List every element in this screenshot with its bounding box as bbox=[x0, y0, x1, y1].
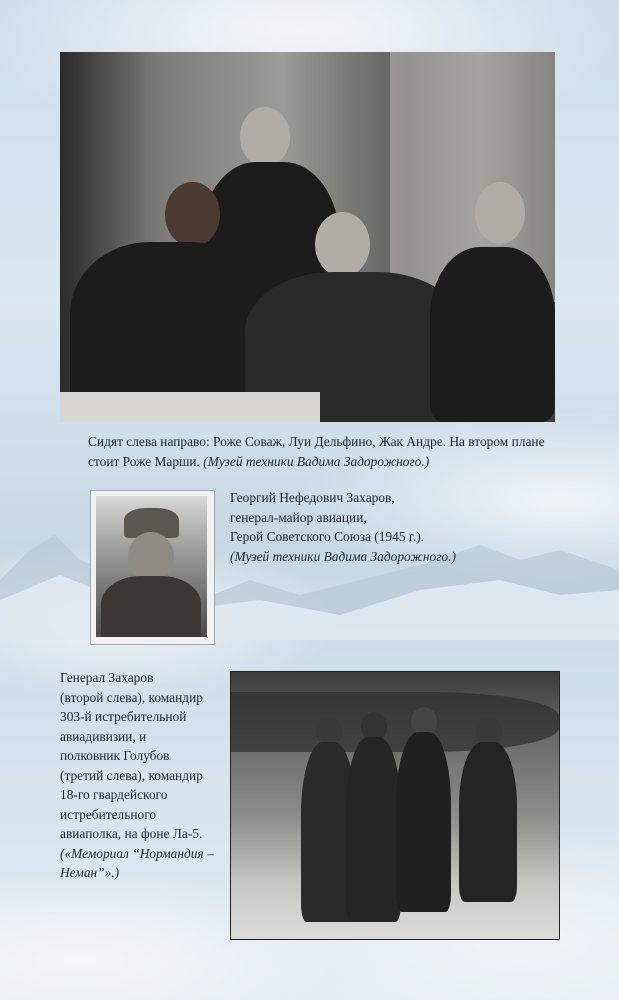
caption-text: Сидят слева направо: Роже Соваж, Луи Дельфино, Жак Андре. На втором плане стоит Роже Марши. bbox=[88, 434, 545, 469]
photo-officers-by-la5 bbox=[230, 671, 560, 940]
caption-line: генерал-майор авиации, bbox=[230, 509, 367, 525]
portrait-zakharov bbox=[96, 496, 207, 637]
caption-line: (второй слева), командир bbox=[60, 689, 203, 705]
caption-line: Георгий Нефедович Захаров, bbox=[230, 490, 395, 505]
caption-line: 303-й истребительной bbox=[60, 709, 187, 724]
caption-line: полковник Голубов bbox=[60, 748, 170, 763]
caption-source: (Музей техники Вадима Задорожного.) bbox=[203, 453, 430, 469]
caption-line: 18-го гвардейского bbox=[60, 787, 168, 802]
caption-line: Генерал Захаров bbox=[60, 670, 154, 685]
caption-line: (третий слева), командир bbox=[60, 767, 203, 783]
photo1-caption bbox=[88, 432, 558, 471]
photo3-caption bbox=[60, 668, 230, 883]
caption-source: Неман”».) bbox=[60, 865, 120, 880]
caption-line: Герой Советского Союза (1945 г.). bbox=[230, 529, 424, 544]
caption-line: истребительного bbox=[60, 806, 157, 822]
caption-source: (Музей техники Вадима Задорожного.) bbox=[230, 548, 456, 564]
portrait-caption bbox=[230, 488, 560, 566]
caption-line: авиаполка, на фоне Ла-5. bbox=[60, 826, 203, 841]
photo-pilots-at-table bbox=[60, 52, 555, 422]
caption-line: авиадивизии, и bbox=[60, 728, 147, 744]
caption-source: («Мемориал “Нормандия – bbox=[60, 845, 214, 861]
